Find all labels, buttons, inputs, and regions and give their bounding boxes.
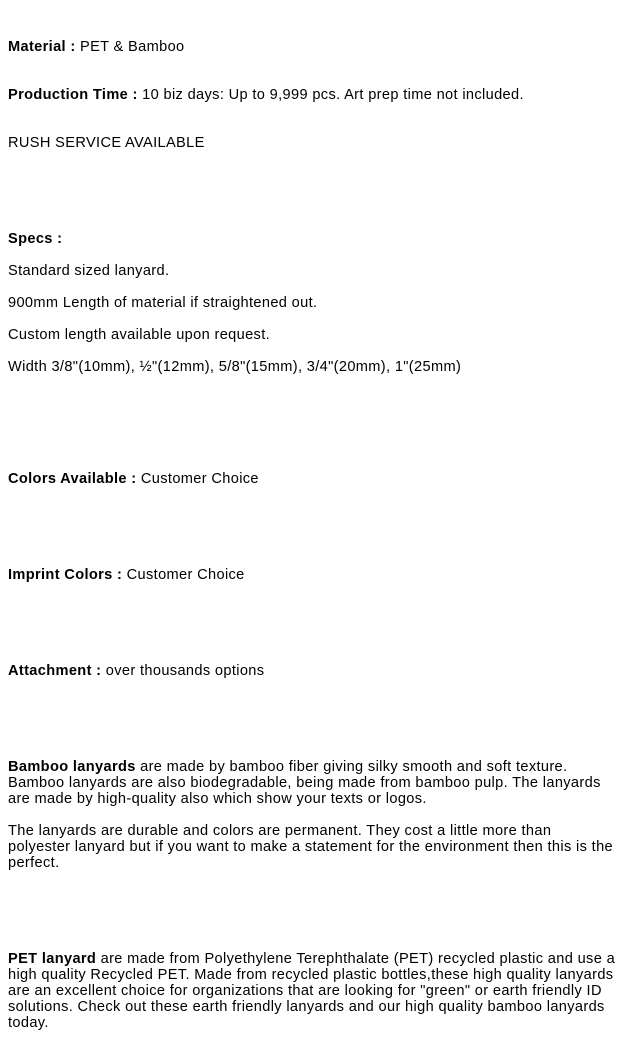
specs-line: Standard sized lanyard. — [8, 263, 170, 279]
pet-paragraph — [8, 951, 617, 1031]
bamboo-text: are made by bamboo fiber giving silky smooth and soft texture. Bamboo lanyards are also biodegradable, being made from bamboo pulp. The lanyards are made by high-quality also which show your texts or logos. — [8, 759, 601, 807]
colors-available-value: Customer Choice — [140, 471, 259, 487]
attachment-label: Attachment : — [8, 663, 106, 679]
specs-line: 900mm Length of material if straightened out. — [8, 295, 318, 311]
spacer — [8, 615, 617, 631]
bamboo-label: Bamboo lanyards — [8, 759, 136, 775]
bamboo-paragraph-2: The lanyards are durable and colors are permanent. They cost a little more than polyester lanyard but if you want to make a statement for the environment then this is the perfect. — [8, 823, 614, 871]
production-time-line — [8, 87, 617, 103]
imprint-colors-value: Customer Choice — [126, 567, 245, 583]
spacer — [8, 903, 617, 919]
spacer — [8, 711, 617, 727]
specs-line: Custom length available upon request. — [8, 327, 271, 343]
spacer — [8, 183, 617, 199]
colors-available-label: Colors Available : — [8, 471, 141, 487]
spacer — [8, 407, 617, 439]
pet-text: are made from Polyethylene Terephthalate (PET) recycled plastic and use a high quality Recycled PET. Made from recycled plastic bottles,these high quality lanyards are an excellent choice for organizations that are looking for "green" or earth friendly ID solutions. Check out these earth friendly lanyards and our high quality bamboo lanyards today. — [8, 951, 616, 1031]
material-line — [8, 39, 617, 55]
rush-service-line: RUSH SERVICE AVAILABLE — [8, 135, 205, 151]
bamboo-paragraph — [8, 759, 617, 807]
material-label: Material : — [8, 39, 80, 55]
spacer — [8, 519, 617, 535]
specs-label: Specs : — [8, 231, 63, 247]
attachment-value: over thousands options — [105, 663, 265, 679]
imprint-colors-label: Imprint Colors : — [8, 567, 127, 583]
material-value: PET & Bamboo — [79, 39, 185, 55]
attachment-line — [8, 663, 617, 679]
specs-line: Width 3/8"(10mm), ½"(12mm), 5/8"(15mm), 3/4"(20mm), 1"(25mm) — [8, 359, 462, 375]
imprint-colors-line — [8, 567, 617, 583]
pet-label: PET lanyard — [8, 951, 97, 967]
colors-available-line — [8, 471, 617, 487]
production-time-label: Production Time : — [8, 87, 143, 103]
production-time-value: 10 biz days: Up to 9,999 pcs. Art prep time not included. — [142, 87, 524, 103]
